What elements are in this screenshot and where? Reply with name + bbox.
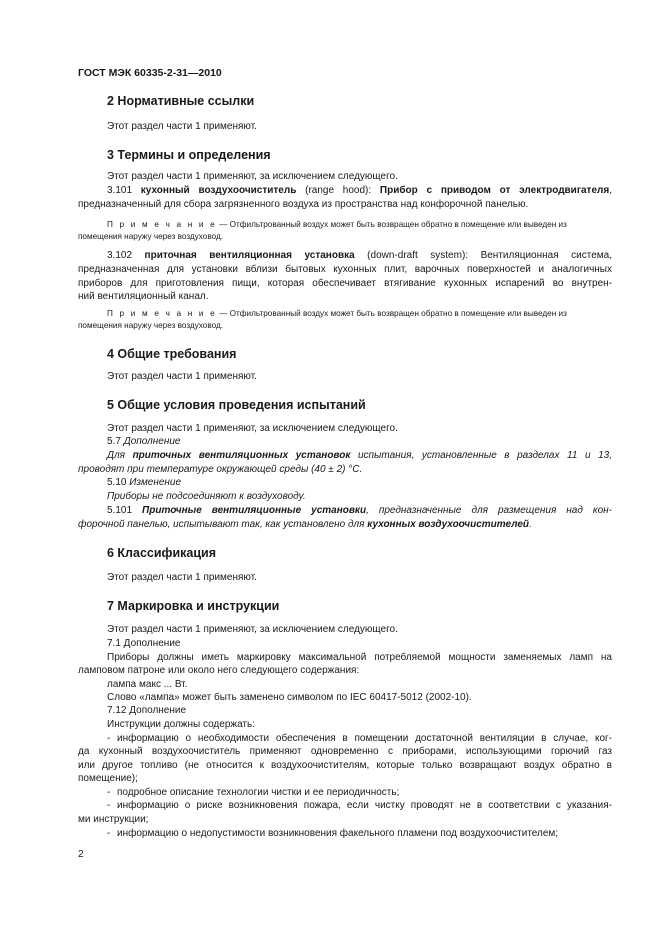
note-2-label: П р и м е ч а н и е bbox=[107, 309, 217, 318]
term-3-101-num: 3.101 bbox=[107, 185, 133, 196]
clause-5-10-text: Приборы не подсоединяют к воздуховоду. bbox=[107, 491, 306, 502]
bullet-4-text: информацию о недопустимости возникновения факельного пламени под воздухоочистителем; bbox=[117, 828, 559, 839]
bullet-1-line4: помещение); bbox=[78, 773, 138, 784]
clause-5-7-l1b: приточных вентиляционных установок bbox=[132, 450, 351, 461]
term-3-101-def: Прибор с приводом от электродвигателя bbox=[379, 185, 610, 196]
clause-5-101-l2b: кухонных воздухоочистителей bbox=[367, 519, 529, 530]
section-7-heading: 7 Маркировка и инструкции bbox=[107, 599, 280, 613]
note-1-text: — Отфильтрованный воздух может быть возвращен обратно в помещение или выведен из bbox=[216, 220, 567, 229]
instructions-intro: Инструкции должны содержать: bbox=[107, 719, 255, 730]
section-3-heading: 3 Термины и определения bbox=[107, 148, 271, 162]
term-3-102-line2: предназначенная для установки вблизи бытовых кухонных плит, варочных поверхностей и аналогичных bbox=[78, 264, 612, 275]
document-header: ГОСТ МЭК 60335-2-31—2010 bbox=[78, 67, 222, 79]
clause-5-10-label: Изменение bbox=[129, 477, 182, 488]
symbol-note: Слово «лампа» может быть заменено символом по IEC 60417-5012 (2002-10). bbox=[107, 692, 472, 703]
section-6-heading: 6 Классификация bbox=[107, 546, 217, 560]
note-1 bbox=[107, 220, 567, 229]
term-3-101-line2: предназначенный для сбора загрязненного воздуха из пространства над конфорочной панелью. bbox=[78, 199, 529, 210]
clause-5-7-line2: проводят при температуре окружающей среды (40 ± 2) °С. bbox=[78, 464, 363, 475]
clause-7-12: 7.12 Дополнение bbox=[107, 705, 187, 716]
bullet-3-dash: - bbox=[107, 800, 111, 811]
bullet-1-dash: - bbox=[107, 733, 111, 744]
section-3-intro: Этот раздел части 1 применяют, за исключением следующего. bbox=[107, 171, 398, 182]
clause-5-7-num: 5.7 bbox=[107, 436, 124, 447]
bullet-1-line1: информацию о необходимости обеспечения в помещении достаточной вентиляции в случае, ког- bbox=[117, 733, 612, 744]
clause-7-1: 7.1 Дополнение bbox=[107, 638, 181, 649]
term-3-102-num: 3.102 bbox=[107, 250, 145, 261]
note-2 bbox=[107, 309, 567, 318]
clause-5-101-rest: , предназначенные для размещения над кон- bbox=[366, 505, 612, 516]
clause-5-10 bbox=[107, 477, 181, 488]
term-3-101-en: (range hood): bbox=[296, 185, 380, 196]
clause-5-101-line2 bbox=[78, 519, 532, 530]
term-3-102-rest: (down-draft system): Вентиляционная система, bbox=[354, 250, 612, 261]
section-5-heading: 5 Общие условия проведения испытаний bbox=[107, 398, 366, 412]
clause-7-1-line2: ламповом патроне или около него следующего содержания: bbox=[78, 665, 360, 676]
note-2-line2: помещения наружу через воздуховод. bbox=[78, 321, 224, 330]
section-2-heading: 2 Нормативные ссылки bbox=[107, 94, 255, 108]
section-4-heading: 4 Общие требования bbox=[107, 347, 237, 361]
term-3-102-line3: приборов для приготовления пищи, которая обеспечивает втягивание кухонных испарений во внутрен- bbox=[78, 278, 612, 289]
section-4-text: Этот раздел части 1 применяют. bbox=[107, 371, 257, 382]
note-2-text: — Отфильтрованный воздух может быть возвращен обратно в помещение или выведен из bbox=[216, 309, 567, 318]
clause-5-101-num: 5.101 bbox=[107, 505, 143, 516]
lamp-marking: лампа макс ... Вт. bbox=[107, 679, 188, 690]
note-1-line2: помещения наружу через воздуховод. bbox=[78, 232, 224, 241]
section-5-intro: Этот раздел части 1 применяют, за исключением следующего. bbox=[107, 423, 398, 434]
bullet-1-line2: да кухонный воздухоочиститель применяют одновременно с приборами, использующими горючий газ bbox=[78, 746, 612, 757]
bullet-1-line3: или другое топливо (не относится к воздухоочистителям, которые только возвращают воздух обратно в bbox=[78, 760, 612, 771]
clause-7-1-line1: Приборы должны иметь маркировку максимальной потребляемой мощности заменяемых ламп на bbox=[107, 652, 612, 663]
section-6-text: Этот раздел части 1 применяют. bbox=[107, 572, 257, 583]
term-3-101 bbox=[107, 185, 612, 196]
clause-5-7 bbox=[107, 436, 180, 447]
clause-5-10-num: 5.10 bbox=[107, 477, 130, 488]
clause-5-7-label: Дополнение bbox=[123, 436, 181, 447]
term-3-101-term: кухонный воздухоочиститель bbox=[140, 185, 297, 196]
bullet-3-line1: информацию о риске возникновения пожара, если чистку проводят не в соответствии с указания- bbox=[117, 800, 612, 811]
clause-5-101-l2a: форочной панелью, испытывают так, как установлено для bbox=[78, 519, 368, 530]
clause-5-101-l2c: . bbox=[529, 519, 532, 530]
note-1-label: П р и м е ч а н и е bbox=[107, 220, 217, 229]
clause-5-7-l1c: испытания, установленные в разделах 11 и 13, bbox=[350, 450, 612, 461]
clause-5-101 bbox=[107, 505, 612, 516]
term-3-101-end: , bbox=[609, 185, 612, 196]
clause-5-7-line1 bbox=[107, 450, 612, 461]
clause-5-101-term: Приточные вентиляционные установки bbox=[142, 505, 367, 516]
bullet-2-text: подробное описание технологии чистки и ее периодичность; bbox=[117, 787, 400, 798]
term-3-102-line4: ний вентиляционный канал. bbox=[78, 291, 209, 302]
page-number: 2 bbox=[78, 849, 84, 860]
bullet-3-line2: ми инструкции; bbox=[78, 814, 149, 825]
bullet-2-dash: - bbox=[107, 787, 111, 798]
clause-5-7-l1a: Для bbox=[107, 450, 133, 461]
term-3-102-term: приточная вентиляционная установка bbox=[144, 250, 355, 261]
bullet-4-dash: - bbox=[107, 828, 111, 839]
section-7-intro: Этот раздел части 1 применяют, за исключением следующего. bbox=[107, 624, 398, 635]
section-2-text: Этот раздел части 1 применяют. bbox=[107, 121, 257, 132]
term-3-102 bbox=[107, 250, 612, 261]
